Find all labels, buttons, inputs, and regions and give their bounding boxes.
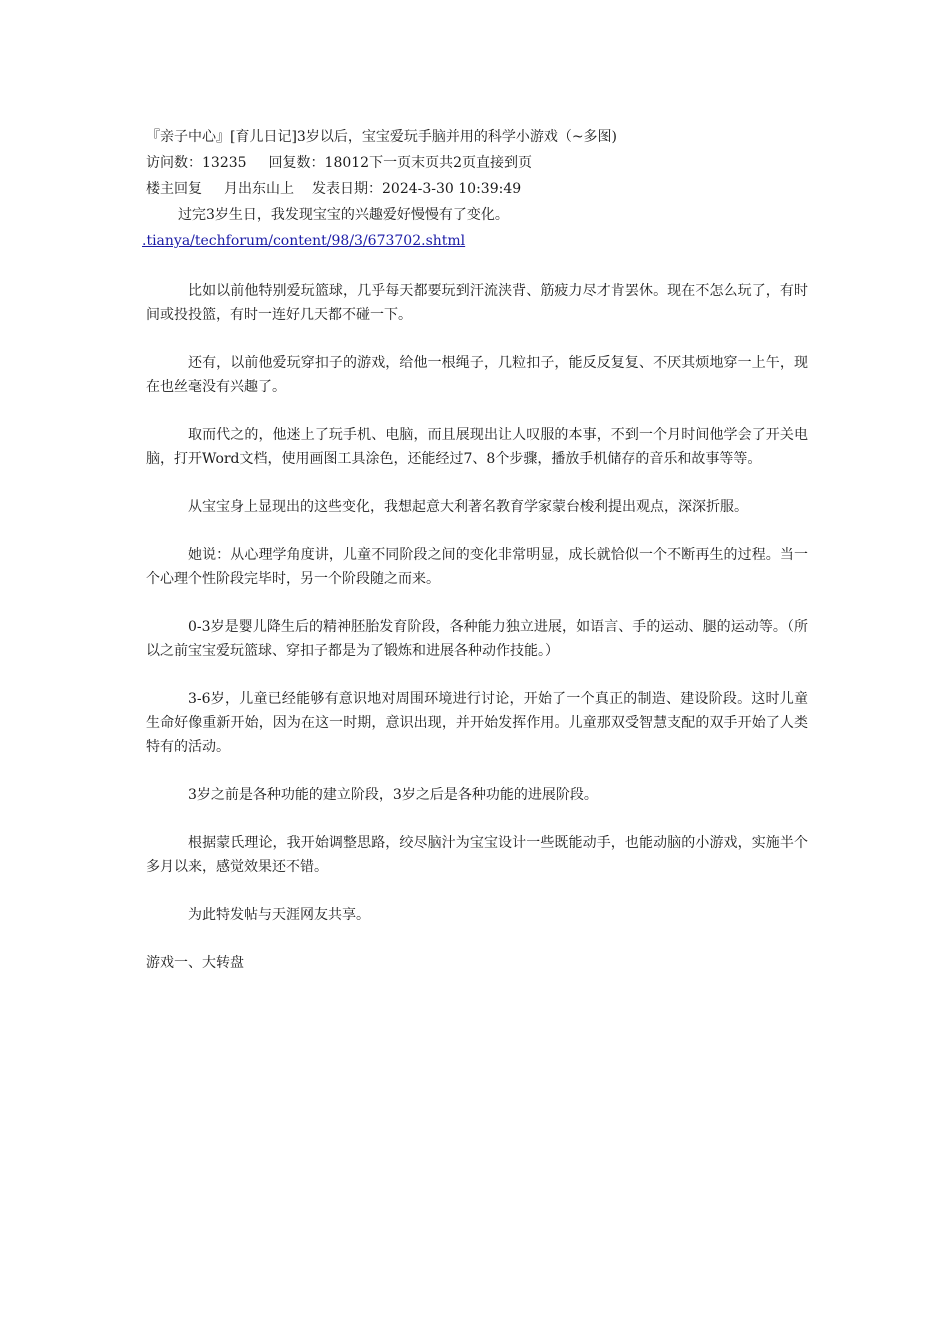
author-name: 月出东山上	[224, 181, 294, 197]
page-navigation[interactable]: 下一页末页共2页直接到页	[369, 155, 533, 171]
post-byline	[146, 176, 808, 202]
paragraph: 取而代之的，他迷上了玩手机、电脑，而且展现出让人叹服的本事，不到一个月时间他学会了开关电脑，打开Word文档，使用画图工具涂色，还能经过7、8个步骤，播放手机储存的音乐和故事等等。	[146, 427, 808, 467]
paragraph: 3-6岁，儿童已经能够有意识地对周围环境进行讨论，开始了一个真正的制造、建设阶段。这时儿童生命好像重新开始，因为在这一时期，意识出现，并开始发挥作用。儿童那双受智慧支配的双手开始了人类特有的活动。	[146, 691, 808, 755]
post-stats	[146, 150, 808, 176]
paragraph: 还有，以前他爱玩穿扣子的游戏，给他一根绳子，几粒扣子，能反反复复、不厌其烦地穿一上午，现在也丝毫没有兴趣了。	[146, 355, 808, 395]
replies-label: 回复数：	[268, 155, 325, 171]
paragraph: 根据蒙氏理论，我开始调整思路，绞尽脑汁为宝宝设计一些既能动手，也能动脑的小游戏，实施半个多月以来，感觉效果还不错。	[146, 835, 808, 875]
paragraph: 0-3岁是婴儿降生后的精神胚胎发育阶段，各种能力独立进展，如语言、手的运动、腿的运动等。（所以之前宝宝爱玩篮球、穿扣子都是为了锻炼和进展各种动作技能。）	[146, 619, 808, 659]
post-title: 『亲子中心』[育儿日记]3岁以后，宝宝爱玩手脑并用的科学小游戏（~多图)	[146, 129, 618, 145]
paragraph: 为此特发帖与天涯网友共享。	[188, 907, 370, 923]
section-heading: 游戏一、大转盘	[146, 955, 244, 971]
intro-line: 过完3岁生日，我发现宝宝的兴趣爱好慢慢有了变化。	[178, 207, 509, 223]
paragraph: 她说：从心理学角度讲，儿童不同阶段之间的变化非常明显，成长就恰似一个不断再生的过程。当一个心理个性阶段完毕时，另一个阶段随之而来。	[146, 547, 808, 587]
paragraph: 比如以前他特别爱玩篮球，几乎每天都要玩到汗流浃背、筋疲力尽才肯罢休。现在不怎么玩了，有时间或投投篮，有时一连好几天都不碰一下。	[146, 283, 808, 323]
article	[142, 124, 808, 975]
source-link[interactable]: .tianya/techforum/content/98/3/673702.shtml	[142, 233, 466, 249]
date-label: 发表日期：	[312, 181, 382, 197]
replies-count: 18012	[324, 155, 370, 171]
paragraph: 3岁之前是各种功能的建立阶段，3岁之后是各种功能的进展阶段。	[188, 787, 598, 803]
views-count: 13235	[202, 155, 247, 171]
reply-label: 楼主回复	[146, 181, 202, 197]
paragraph: 从宝宝身上显现出的这些变化，我想起意大利著名教育学家蒙台梭利提出观点，深深折服。	[188, 499, 748, 515]
views-label: 访问数：	[146, 155, 202, 171]
post-date: 2024-3-30 10:39:49	[382, 181, 522, 197]
